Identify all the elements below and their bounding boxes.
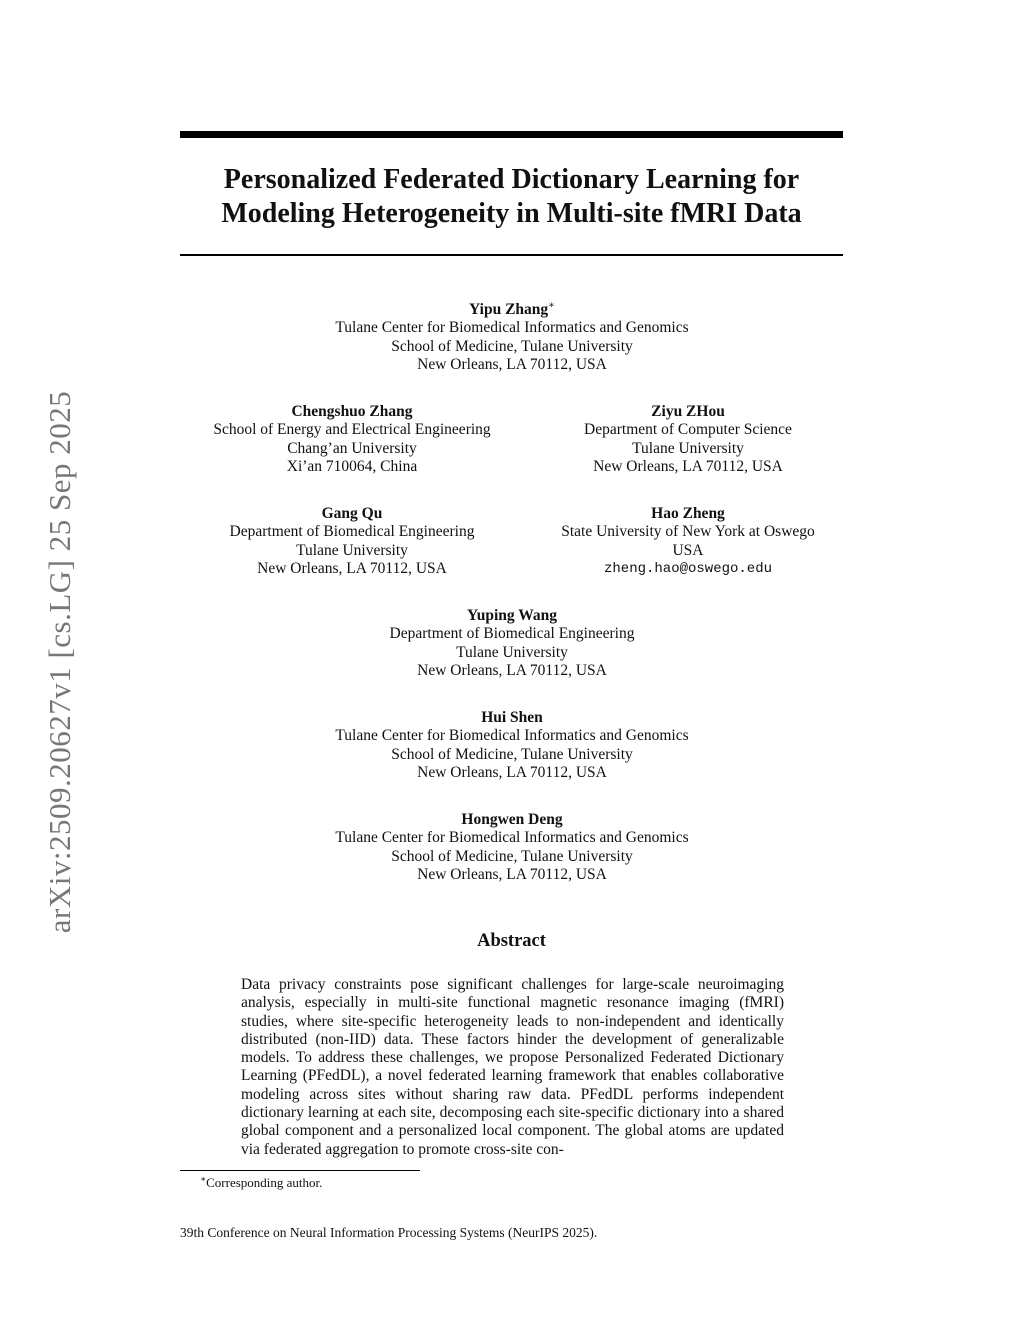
paper-title — [180, 163, 843, 231]
author-affiliation: Chang’an University — [287, 439, 417, 457]
footnote-mark: ∗ — [200, 1174, 207, 1184]
author-block-yuping-wang — [280, 607, 744, 680]
author-address: USA — [672, 541, 704, 559]
author-affiliation: Tulane University — [296, 541, 408, 559]
author-block-hui-shen — [280, 709, 744, 782]
author-affiliation: Department of Computer Science — [584, 421, 792, 439]
author-block-yipu-zhang — [280, 301, 744, 374]
author-affiliation: Tulane University — [632, 439, 744, 457]
arxiv-identifier: arXiv:2509.20627v1 [cs.LG] 25 Sep 2025 — [42, 390, 77, 934]
title-bottom-rule — [180, 254, 843, 256]
author-name: Hongwen Deng — [461, 811, 563, 828]
footnote — [200, 1175, 322, 1191]
title-top-rule — [180, 131, 843, 138]
author-address: New Orleans, LA 70112, USA — [257, 559, 447, 577]
author-name: Gang Qu — [321, 505, 383, 522]
author-address: Xi’an 710064, China — [286, 457, 418, 475]
conference-venue: 39th Conference on Neural Information Processing Systems (NeurIPS 2025). — [180, 1225, 598, 1240]
author-name: Ziyu ZHou — [651, 403, 725, 420]
author-affiliation: Tulane University — [456, 643, 568, 661]
author-affiliation: Department of Biomedical Engineering — [389, 625, 635, 643]
author-affiliation: Tulane Center for Biomedical Informatics and Genomics — [335, 319, 689, 337]
author-name: Yuping Wang — [466, 607, 558, 624]
author-affiliation: Tulane Center for Biomedical Informatics and Genomics — [335, 727, 689, 745]
author-name: Hao Zheng — [651, 505, 725, 522]
footnote-text: Corresponding author. — [206, 1175, 323, 1190]
author-name: Yipu Zhang∗ — [469, 300, 555, 318]
author-affiliation: School of Medicine, Tulane University — [391, 745, 633, 763]
author-affiliation: School of Medicine, Tulane University — [391, 847, 633, 865]
corresponding-mark: ∗ — [548, 300, 555, 311]
author-block-gang-qu — [200, 505, 504, 578]
title-line-2: Modeling Heterogeneity in Multi-site fMRI Data — [221, 198, 802, 229]
footnote-rule — [180, 1170, 420, 1171]
author-name: Hui Shen — [481, 709, 543, 726]
title-line-1: Personalized Federated Dictionary Learning for — [223, 164, 800, 195]
author-address: New Orleans, LA 70112, USA — [593, 457, 783, 475]
author-address: New Orleans, LA 70112, USA — [417, 865, 607, 883]
author-affiliation: School of Medicine, Tulane University — [391, 337, 633, 355]
author-name: Chengshuo Zhang — [291, 403, 413, 420]
abstract-text: Data privacy constraints pose significant challenges for large-scale neuroimaging analysis, especially in multi-site functional magnetic resonance imaging (fMRI) studies, where site-specific heterogeneity leads to non-independent and identically distributed (non-IID) data. These factors hinder the development of generalizable models. To address these challenges, we propose Personalized Federated Dictionary Learning (PFedDL), a novel federated learning framework that enables collaborative modeling across sites without sharing raw data. PFedDL performs independent dictionary learning at each site, decomposing each site-specific dictionary into a shared global component and a personalized local component. The global atoms are updated via federated aggregation to promote cross-site con- — [241, 976, 784, 1158]
author-affiliation: Tulane Center for Biomedical Informatics and Genomics — [335, 829, 689, 847]
author-address: New Orleans, LA 70112, USA — [417, 661, 607, 679]
author-affiliation: School of Energy and Electrical Engineering — [213, 421, 491, 439]
author-block-hao-zheng — [532, 505, 844, 578]
author-block-hongwen-deng — [280, 811, 744, 884]
author-block-chengshuo-zhang — [200, 403, 504, 476]
abstract-heading: Abstract — [477, 931, 546, 951]
author-block-ziyu-zhou — [532, 403, 844, 476]
author-address: New Orleans, LA 70112, USA — [417, 355, 607, 373]
author-affiliation: State University of New York at Oswego — [561, 523, 815, 541]
author-address: New Orleans, LA 70112, USA — [417, 763, 607, 781]
author-email[interactable]: zheng.hao@oswego.edu — [603, 560, 773, 577]
author-affiliation: Department of Biomedical Engineering — [229, 523, 475, 541]
